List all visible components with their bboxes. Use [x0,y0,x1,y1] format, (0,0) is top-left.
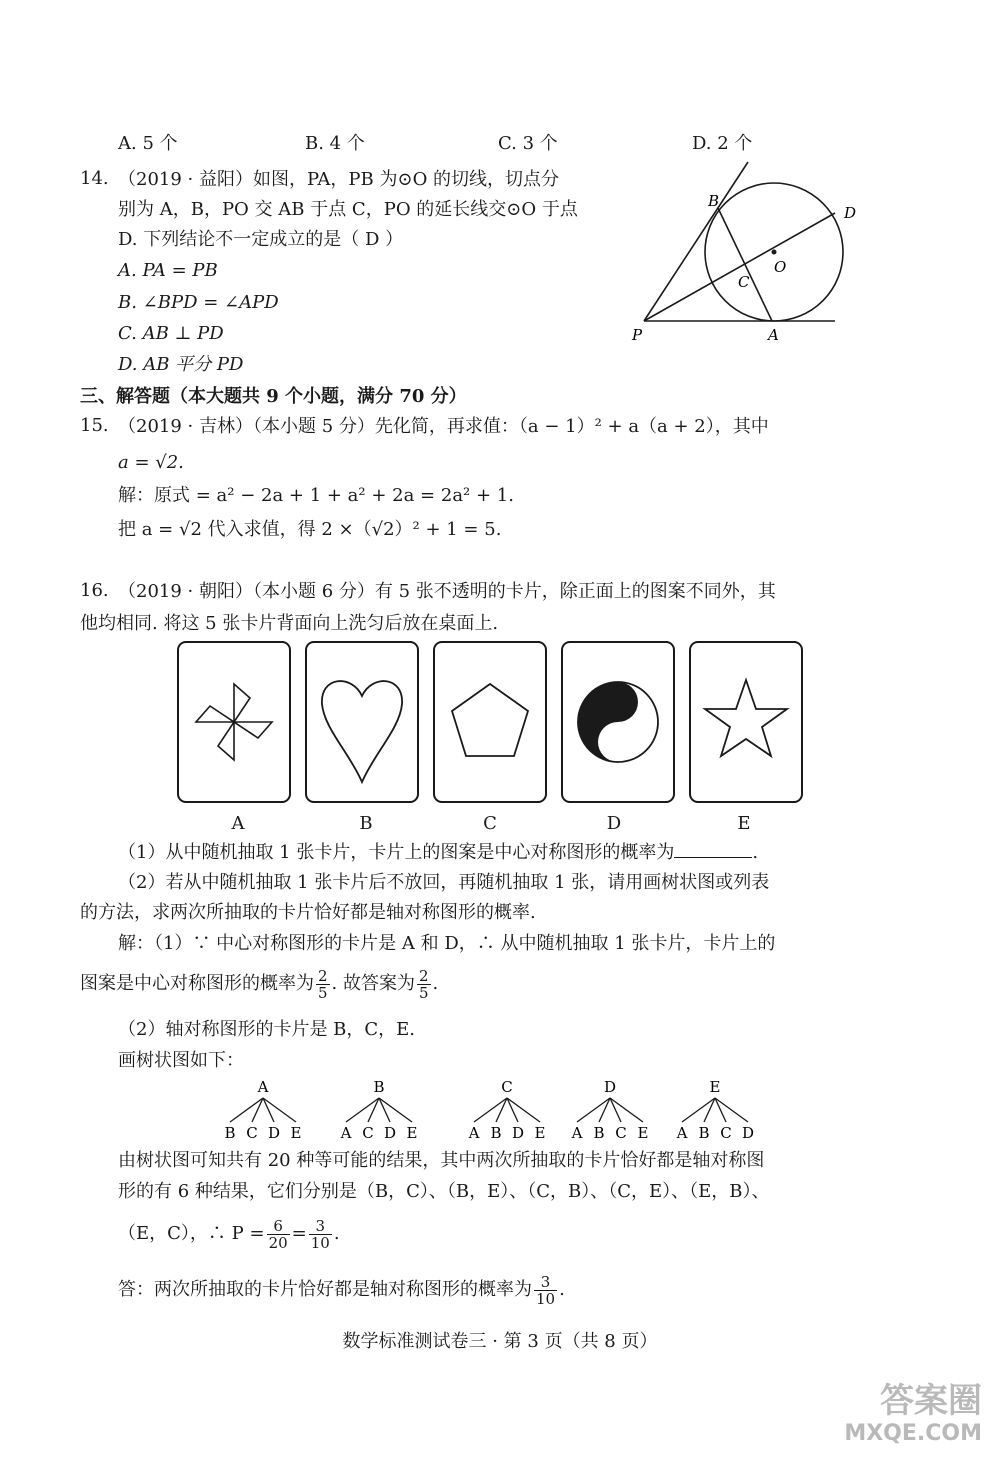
card-e [690,642,802,802]
q16-part2-line2: 的方法，求两次所抽取的卡片恰好都是轴对称图形的概率. [80,902,536,923]
card-label-c: C [483,813,497,834]
q16-answer: 答：两次所抽取的卡片恰好都是轴对称图形的概率为 $\frac{3}{10}$ . [118,1272,565,1308]
watermark [844,1381,982,1447]
q15-number: 15. [80,415,109,436]
tree-leaf-label: D [383,1124,397,1142]
tree-leaf-label: E [290,1124,302,1142]
q14-number: 14. [80,168,109,189]
tangent-pb [644,162,748,321]
pinwheel-icon [196,684,272,760]
tree-root-label: A [257,1078,269,1096]
fraction-6-20: $\frac{6}{20}$ [268,1216,288,1252]
tree-leaf-label: C [362,1124,374,1142]
tree-leaf-label: A [571,1124,583,1142]
q15-solution-line2: 把 a = √2 代入求值，得 2 ×（√2）² + 1 = 5. [118,519,502,540]
card-c [434,642,546,802]
sol1-text-a: 图案是中心对称图形的概率为 [80,973,314,994]
label-b: B [708,192,720,210]
tree-leaf-label: E [406,1124,418,1142]
tree-leaf-label: C [720,1124,732,1142]
q16-part1-text: （1）从中随机抽取 1 张卡片，卡片上的图案是中心对称图形的概率为 [118,842,675,863]
section-3-heading: 三、解答题（本大题共 9 个小题，满分 70 分） [80,386,467,407]
q13-option-c: C. 3 个 [498,133,558,154]
tree-b [340,1078,418,1142]
q16-solution3-line3: （E，C），∴ P = $\frac{6}{20}$ = $\frac{3}{10}$ . [118,1216,340,1252]
tree-d [571,1078,649,1142]
center-point-o [772,250,777,255]
q14-stem-line2: 别为 A，B，PO 交 AB 于点 C，PO 的延长线交⊙O 于点 [118,199,578,220]
tree-leaf-label: E [534,1124,546,1142]
label-o: O [774,258,787,276]
q16-solution3-line2: 形的有 6 种结果，它们分别是（B，C）、（B，E）、（C，B）、（C，E）、（E，B）、 [118,1181,770,1202]
tree-leaf-label: A [340,1124,352,1142]
tree-root-label: C [501,1078,513,1096]
card-d [562,642,674,802]
watermark-title: 答案圈 [880,1381,982,1421]
q13-option-d: D. 2 个 [692,133,753,154]
tree-c [468,1078,546,1142]
fraction-2-5: $\frac{2}{5}$ [318,966,328,1002]
tree-a [224,1078,301,1142]
tree-leaf-label: B [224,1124,236,1142]
tree-leaf-label: A [676,1124,688,1142]
page-footer: 数学标准测试卷三 · 第 3 页（共 8 页） [342,1331,658,1352]
tree-root-label: B [373,1078,385,1096]
fraction-3-10-answer: $\frac{3}{10}$ [536,1272,556,1308]
tree-diagram [215,1078,775,1144]
q16-solution1-line2: 图案是中心对称图形的概率为 $\frac{2}{5}$ . 故答案为 $\frac{2}{5}$ . [80,966,439,1002]
sol1-text-b: . 故答案为 [331,973,415,994]
q16-solution2-line2: 画树状图如下： [118,1050,244,1071]
card-a [178,642,290,802]
tree-leaf-label: B [593,1124,605,1142]
q14-stem-line1: （2019 · 益阳）如图，PA，PB 为⊙O 的切线，切点分 [118,169,560,190]
q15-stem-line1: （2019 · 吉林）（本小题 5 分）先化简，再求值：（a − 1）² + a（a + 2），其中 [118,416,769,437]
label-d: D [844,204,857,222]
chord-ab [718,208,772,321]
tree-leaf-label: D [511,1124,525,1142]
tree-leaf-label: B [698,1124,710,1142]
heart-icon [322,681,402,782]
q16-stem-line1: （2019 · 朝阳）（本小题 6 分）有 5 张不透明的卡片，除正面上的图案不同外，其 [118,581,776,602]
q14-option-d: D. AB 平分 PD [118,354,244,375]
q13-option-a: A. 5 个 [118,133,178,154]
fraction-2-5-answer: $\frac{2}{5}$ [419,966,429,1002]
tree-leaf-label: A [468,1124,480,1142]
q16-part1 [118,841,758,865]
answer-text: 答：两次所抽取的卡片恰好都是轴对称图形的概率为 [118,1279,532,1300]
watermark-url: MXQE.COM [844,1421,982,1446]
card-label-d: D [606,813,622,834]
pentagon-icon [452,684,528,756]
line-pd [644,213,835,321]
card-label-a: A [231,813,245,834]
cards-figure [170,636,810,808]
answer-blank [674,841,752,858]
sol3-text: （E，C），∴ P = [118,1223,265,1244]
tree-root-label: D [603,1078,617,1096]
q14-option-b: B. ∠BPD = ∠APD [118,292,279,313]
tree-leaf-label: D [741,1124,755,1142]
q16-part1-end: . [752,842,759,863]
tree-root-label: E [709,1078,721,1096]
q14-option-c: C. AB ⊥ PD [118,323,224,344]
q16-part2-line1: （2）若从中随机抽取 1 张卡片后不放回，再随机抽取 1 张，请用画树状图或列表 [118,872,770,893]
q16-solution3-line1: 由树状图可知共有 20 种等可能的结果，其中两次所抽取的卡片恰好都是轴对称图 [118,1150,765,1171]
tree-leaf-label: C [615,1124,627,1142]
tree-leaf-label: B [490,1124,502,1142]
yin-yang-icon [578,682,658,762]
tree-leaf-label: E [637,1124,649,1142]
card-b [306,642,418,802]
q16-solution2-line1: （2）轴对称图形的卡片是 B，C，E. [118,1019,416,1040]
label-p: P [632,326,643,344]
card-label-e: E [737,813,751,834]
q14-stem-line3: D. 下列结论不一定成立的是（ D ） [118,229,404,250]
q14-geometry-figure [620,160,860,350]
q16-number: 16. [80,580,109,601]
star-icon [705,680,787,756]
label-a: A [768,326,779,344]
q15-solution-line1: 解：原式 = a² − 2a + 1 + a² + 2a = 2a² + 1. [118,485,514,506]
q16-stem-line2: 他均相同. 将这 5 张卡片背面向上洗匀后放在桌面上. [80,613,499,634]
card-label-b: B [359,813,373,834]
q13-option-b: B. 4 个 [305,133,365,154]
tree-leaf-label: C [246,1124,258,1142]
q15-stem-line2: a = √2. [118,452,184,473]
tree-leaf-label: D [267,1124,281,1142]
tree-e [676,1078,754,1142]
fraction-3-10: $\frac{3}{10}$ [310,1216,330,1252]
q14-option-a: A. PA = PB [118,260,218,281]
q16-solution1-line1: 解：（1）∵ 中心对称图形的卡片是 A 和 D，∴ 从中随机抽取 1 张卡片，卡片上的 [118,933,776,954]
label-c: C [738,273,750,291]
